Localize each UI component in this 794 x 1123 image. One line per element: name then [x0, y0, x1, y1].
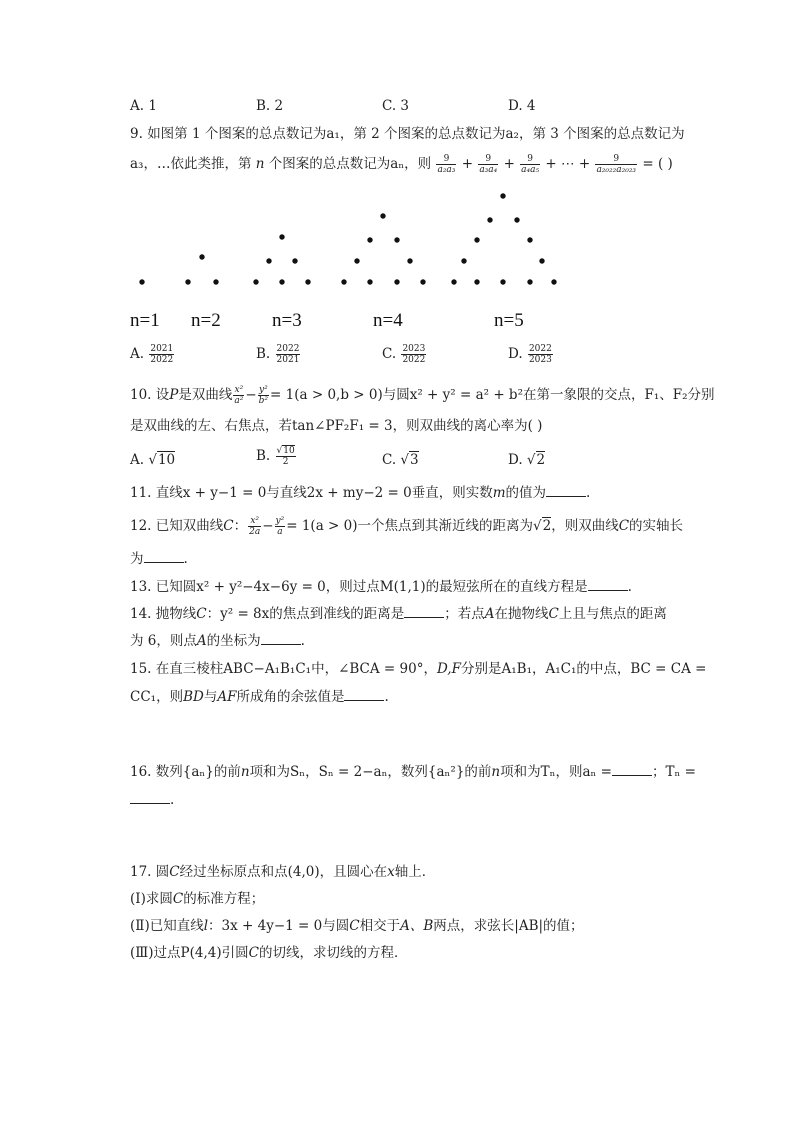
option-letter: D.	[508, 346, 523, 362]
dot	[199, 254, 204, 259]
q12-text: 已知双曲线	[155, 518, 224, 534]
plus: +	[503, 156, 515, 172]
dot	[139, 279, 144, 284]
fraction	[401, 344, 426, 365]
figure-label: n=1	[130, 310, 160, 331]
sqrt-value: 3	[410, 452, 419, 468]
period: .	[183, 551, 188, 567]
dot	[420, 279, 425, 284]
dot	[380, 213, 385, 218]
numerator: y²	[275, 516, 285, 526]
ellipsis: + ⋯ +	[545, 156, 591, 172]
denominator: a₂₀₂₂a₂₀₂₃	[596, 165, 637, 175]
q16-text: 数列{aₙ}的前	[155, 764, 241, 780]
option-letter: C.	[382, 346, 397, 362]
numerator: 9	[436, 154, 456, 165]
dot	[367, 237, 372, 242]
fraction	[258, 385, 269, 406]
q9-option-b	[256, 344, 301, 365]
question-number: 16.	[130, 764, 152, 780]
q12-text: 的实轴长	[629, 518, 684, 534]
dot	[279, 234, 284, 239]
dot	[341, 279, 346, 284]
q17-text: ：3x + 4y−1 = 0与圆	[208, 918, 350, 934]
option-letter: B.	[256, 448, 271, 464]
dot	[500, 279, 505, 284]
q17-part-1	[130, 889, 264, 909]
fraction: $\frac{√10}{2}$	[276, 446, 295, 467]
dot	[551, 279, 556, 284]
q17-text: 经过坐标原点和点(4,0)，且圆心在	[179, 864, 388, 880]
denominator: 2022	[402, 355, 426, 365]
answer-blank	[404, 605, 444, 618]
fraction	[595, 154, 637, 175]
period: .	[300, 633, 305, 649]
answer-blank	[344, 688, 384, 701]
plus: +	[461, 156, 474, 172]
dot	[474, 279, 479, 284]
q15-text: 与	[203, 689, 218, 705]
numerator: y²	[259, 385, 268, 395]
question-number: 10.	[130, 387, 152, 403]
q13	[130, 577, 632, 597]
minus: −	[262, 518, 274, 534]
variable-a: A	[484, 606, 495, 622]
numerator: 9	[520, 154, 540, 165]
q17-text: 的标准方程；	[183, 891, 265, 907]
variable-x: x	[387, 864, 395, 880]
dot	[451, 279, 456, 284]
q16-text: 项和为Tₙ，则aₙ =	[500, 764, 612, 780]
q16-text: 项和为Sₙ，Sₙ = 2−aₙ，数列{aₙ²}的前	[249, 764, 492, 780]
fraction	[478, 154, 498, 175]
q9-line-2	[130, 154, 673, 175]
q17-part-3	[130, 943, 407, 963]
denominator: 2021	[276, 355, 300, 365]
variable-n: n	[255, 156, 265, 172]
fraction	[233, 385, 244, 406]
dot	[354, 258, 359, 263]
variable-c: C	[172, 891, 184, 907]
q15-text: 所成角的余弦值是	[236, 689, 345, 705]
answer-blank	[588, 578, 628, 591]
denominator: 2a	[249, 527, 261, 537]
fraction	[149, 344, 174, 365]
option-letter: C.	[382, 452, 397, 468]
q10-option-a: A. √10	[130, 452, 176, 468]
q9-line-1	[130, 124, 685, 144]
q16-text: Tₙ =	[665, 764, 696, 780]
q11	[130, 483, 590, 503]
dot	[394, 237, 399, 242]
q9-text: = ( )	[642, 156, 673, 172]
variable-af: AF	[217, 689, 237, 705]
question-number: 15.	[130, 661, 152, 677]
option-letter: A.	[130, 452, 145, 468]
q10-text: 设	[155, 387, 170, 403]
q17-text: (Ⅱ)已知直线	[130, 918, 204, 934]
numerator: 9	[478, 154, 498, 165]
sqrt-value: 10	[157, 452, 176, 468]
denominator: 2	[282, 457, 289, 467]
dot	[539, 258, 544, 263]
q17-text: 两点，求弦长|AB|的值；	[433, 918, 584, 934]
sqrt-value: 2	[542, 518, 552, 534]
figure-label: n=3	[272, 310, 302, 331]
variable-c: C	[169, 864, 180, 880]
question-number: 14.	[130, 606, 152, 622]
dot	[500, 193, 505, 198]
q14-line-1	[130, 604, 667, 624]
variable-bd: BD	[183, 689, 204, 705]
question-number: 13.	[130, 579, 152, 595]
dot	[292, 258, 297, 263]
q11-text: 直线x + y−1 = 0与直线2x + my−2 = 0垂直，则实数	[155, 485, 493, 501]
q17-text: 圆	[155, 864, 170, 880]
denominator: b²	[258, 396, 269, 406]
denominator: a₃a₄	[479, 165, 498, 175]
q9-text: a₃，…依此类推，第	[130, 156, 252, 172]
numerator: 9	[595, 154, 637, 165]
dot	[279, 279, 284, 284]
fraction	[528, 344, 553, 365]
period: .	[586, 485, 591, 501]
q9-option-c	[382, 344, 427, 365]
q15-text: 在直三棱柱ABC−A₁B₁C₁中，∠BCA = 90°，	[155, 661, 437, 677]
dot	[474, 237, 479, 242]
variable-c: C	[223, 518, 234, 534]
dot	[266, 258, 271, 263]
answer-blank	[144, 550, 184, 563]
variable-n: n	[491, 764, 501, 780]
q16-line-1	[130, 762, 696, 782]
fraction	[248, 516, 261, 537]
q8-option-c: C. 3	[382, 98, 410, 114]
dot	[514, 217, 519, 222]
denominator: a₄a₅	[521, 165, 540, 175]
q15-line-2	[130, 687, 389, 707]
q15-text: 分别是A₁B₁，A₁C₁的中点，BC = CA =	[460, 661, 707, 677]
q12-text: = 1(a > 0)一个焦点到其渐近线的距离为	[286, 518, 533, 534]
dot	[527, 279, 532, 284]
q8-option-b: B. 2	[256, 98, 284, 114]
q9-text: 如图第 1 个图案的总点数记为a₁，第 2 个图案的总点数记为a₂，第 3 个图案的总点数记为	[147, 126, 685, 142]
colon: ：	[233, 518, 248, 534]
q14-text: 为 6，则点	[130, 633, 197, 649]
sqrt-value: 2	[536, 452, 546, 468]
q14-text: ：y² = 8x的焦点到准线的距离是	[206, 606, 405, 622]
numerator: x²	[248, 516, 261, 527]
separator: ；	[651, 764, 666, 780]
q14-text: 上且与焦点的距离	[558, 606, 667, 622]
variable-m: m	[492, 485, 506, 501]
figure-label: n=2	[191, 310, 221, 331]
denominator: a₂a₃	[437, 165, 456, 175]
dot	[461, 258, 466, 263]
variable-c: C	[248, 945, 259, 961]
q9-option-d	[508, 344, 554, 365]
variable-df: D,F	[436, 661, 461, 677]
dot	[305, 279, 310, 284]
q11-text: 的值为	[505, 485, 547, 501]
q10-option-b	[256, 446, 297, 467]
q12-line-2	[130, 549, 188, 569]
denominator: a	[277, 527, 283, 537]
q17-stem	[130, 862, 435, 882]
figure-label: n=5	[494, 310, 524, 331]
q17-text: 相交于	[359, 918, 401, 934]
dot	[367, 279, 372, 284]
q10-option-d: D. √2	[508, 452, 546, 468]
q9-text: 个图案的总点数记为aₙ，则	[268, 156, 432, 172]
variable-ab: A、B	[400, 918, 434, 934]
q10-line-1	[130, 385, 715, 406]
dot	[407, 258, 412, 263]
q15-text: CC₁，则	[130, 689, 184, 705]
denominator: 2022	[150, 355, 174, 365]
minus: −	[245, 387, 257, 403]
numerator: x²	[234, 385, 244, 395]
dot	[487, 217, 492, 222]
q17-text: 轴上．	[394, 864, 436, 880]
variable-l: l	[203, 918, 209, 934]
q12-text: ，则双曲线	[551, 518, 619, 534]
q10-option-c: C. √3	[382, 452, 419, 468]
variable-c: C	[196, 606, 207, 622]
q16-line-2	[130, 790, 174, 810]
period: .	[384, 689, 389, 705]
q14-text: ；若点	[444, 606, 485, 622]
dot	[185, 279, 190, 284]
fraction	[276, 344, 301, 365]
answer-blank	[130, 791, 170, 804]
q8-option-a: A. 1	[130, 98, 157, 114]
q14-text: 在抛物线	[494, 606, 549, 622]
option-letter: A.	[130, 346, 145, 362]
q14-line-2	[130, 631, 305, 651]
q14-text: 的坐标为	[206, 633, 261, 649]
q13-text: 已知圆x² + y²−4x−6y = 0，则过点M(1,1)的最短弦所在的直线方程是	[155, 579, 588, 595]
q17-part-2	[130, 916, 584, 936]
period: .	[627, 579, 632, 595]
q12-text: 为	[130, 551, 144, 567]
q10-line-2: 是双曲线的左、右焦点，若tan∠PF₂F₁ = 3，则双曲线的离心率为( )	[130, 418, 543, 434]
q15-line-1	[130, 659, 706, 679]
option-letter: B.	[256, 346, 271, 362]
q17-text: (Ⅲ)过点P(4,4)引圆	[130, 945, 249, 961]
numerator: 10	[283, 446, 295, 456]
denominator: a²	[234, 396, 244, 406]
option-letter: D.	[508, 452, 523, 468]
variable-c: C	[548, 606, 559, 622]
q12-line-1: 12. 已知双曲线C： $\frac{\text{x²}}{2a}$ − $\frac{\text{y²}}{a}$ = 1(a > 0)一个焦点到其渐近线的距离为√2，则双曲线C的实轴长	[130, 516, 684, 537]
q8-option-d: D. 4	[508, 98, 536, 114]
numerator: 2023	[402, 344, 426, 354]
answer-blank	[546, 484, 586, 497]
fraction	[520, 154, 540, 175]
period: .	[170, 792, 175, 808]
question-number: 17.	[130, 864, 152, 880]
answer-blank	[261, 632, 301, 645]
denominator: 2023	[528, 355, 552, 365]
q14-text: 抛物线	[155, 606, 197, 622]
question-number: 9.	[130, 126, 143, 142]
numerator: 2022	[528, 344, 552, 354]
q10-text: 是双曲线	[178, 387, 233, 403]
dot	[213, 279, 218, 284]
answer-blank	[612, 763, 652, 776]
q10-text: = 1(a > 0,b > 0)与圆x² + y² = a² + b²在第一象限的交点，F₁、F₂分别	[270, 387, 715, 403]
variable-c: C	[618, 518, 630, 534]
fraction	[275, 516, 286, 537]
dot	[394, 279, 399, 284]
variable-a: A	[196, 633, 207, 649]
figure-label: n=4	[373, 310, 403, 331]
numerator: 2021	[150, 344, 174, 354]
question-number: 12.	[130, 518, 152, 534]
fraction	[436, 154, 456, 175]
dot	[253, 279, 258, 284]
question-number: 11.	[130, 485, 152, 501]
variable-n: n	[240, 764, 250, 780]
q17-text: 的切线，求切线的方程．	[258, 945, 408, 961]
numerator: 2022	[276, 344, 300, 354]
dot-pattern-figure	[120, 185, 580, 295]
q17-text: (Ⅰ)求圆	[130, 891, 173, 907]
dot	[527, 237, 532, 242]
variable-p: P	[169, 387, 179, 403]
variable-c: C	[349, 918, 360, 934]
q9-option-a	[130, 344, 175, 365]
